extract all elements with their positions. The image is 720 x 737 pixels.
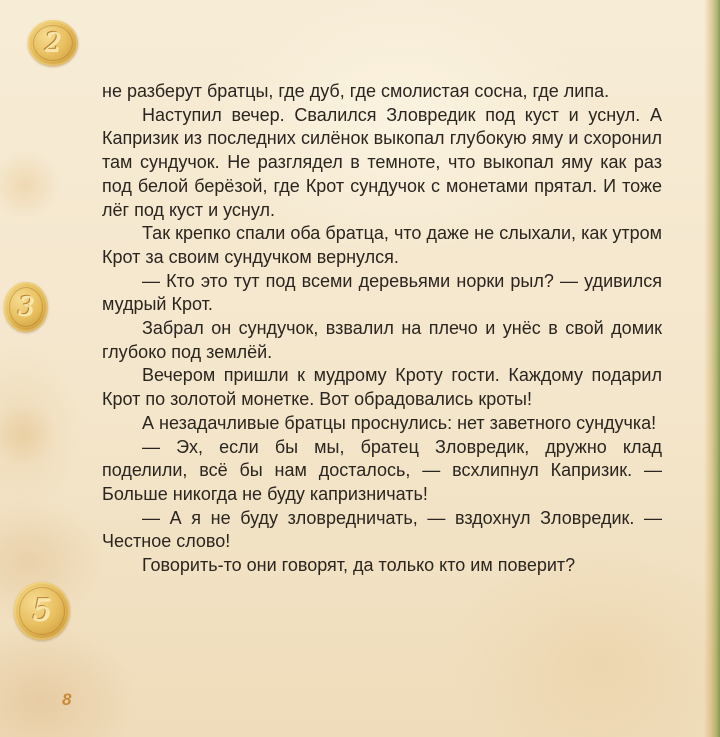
paragraph: Говорить-то они говорят, да только кто им поверит? — [142, 555, 576, 576]
coin-3-icon — [4, 282, 48, 332]
faint-coin-decoration — [0, 400, 54, 470]
dialogue-paragraph: — А я не буду зловредничать, — вздохнул Зловредик. — Честное слово! — [102, 507, 662, 552]
coin-label: 2 — [44, 28, 62, 58]
paragraph: Вечером пришли к мудрому Кроту гости. Каждому подарил Крот по золотой монетке. Вот обрадовались кроты! — [102, 365, 662, 410]
dialogue-paragraph: — Эх, если бы мы, братец Зловредик, дружно клад поделили, всё бы нам досталось, — всхлипнул Капризик. — Больше никогда не буду капризничать! — [102, 436, 662, 504]
coin-ring — [9, 287, 43, 327]
coin-2-icon — [28, 20, 78, 66]
paragraph: Забрал он сундучок, взвалил на плечо и унёс в свой домик глубоко под землёй. — [102, 318, 662, 362]
page-edge-shadow — [704, 0, 720, 737]
coin-ring — [19, 587, 65, 635]
paragraph: Так крепко спали оба братца, что даже не слыхали, как утром Крот за своим сундучком вернулся. — [102, 223, 662, 267]
paragraph-continuation: не разберут братцы, где дуб, где смолистая сосна, где липа. — [102, 81, 610, 101]
paragraph: Наступил вечер. Свалился Зловредик под куст и уснул. А Капризик из последних силёнок выкопал глубокую яму и схоронил там сундучок. Не разглядел в темноте, что выкопал яму как раз под белой берёзой, где Крот сундучок с монетами прятал. И тоже лёг под куст и уснул. — [102, 104, 662, 220]
faint-coin-decoration — [0, 150, 60, 220]
coin-5-icon — [14, 582, 70, 640]
coin-label: 5 — [32, 593, 52, 628]
coin-ring — [33, 25, 73, 61]
page-number: 8 — [62, 690, 72, 709]
paragraph: А незадачливые братцы проснулись: нет заветного сундучка! — [142, 412, 657, 433]
story-text — [102, 80, 662, 578]
coin-label: 3 — [17, 292, 35, 322]
dialogue-paragraph: — Кто это тут под всеми деревьями норки рыл? — удивился мудрый Крот. — [102, 270, 662, 315]
